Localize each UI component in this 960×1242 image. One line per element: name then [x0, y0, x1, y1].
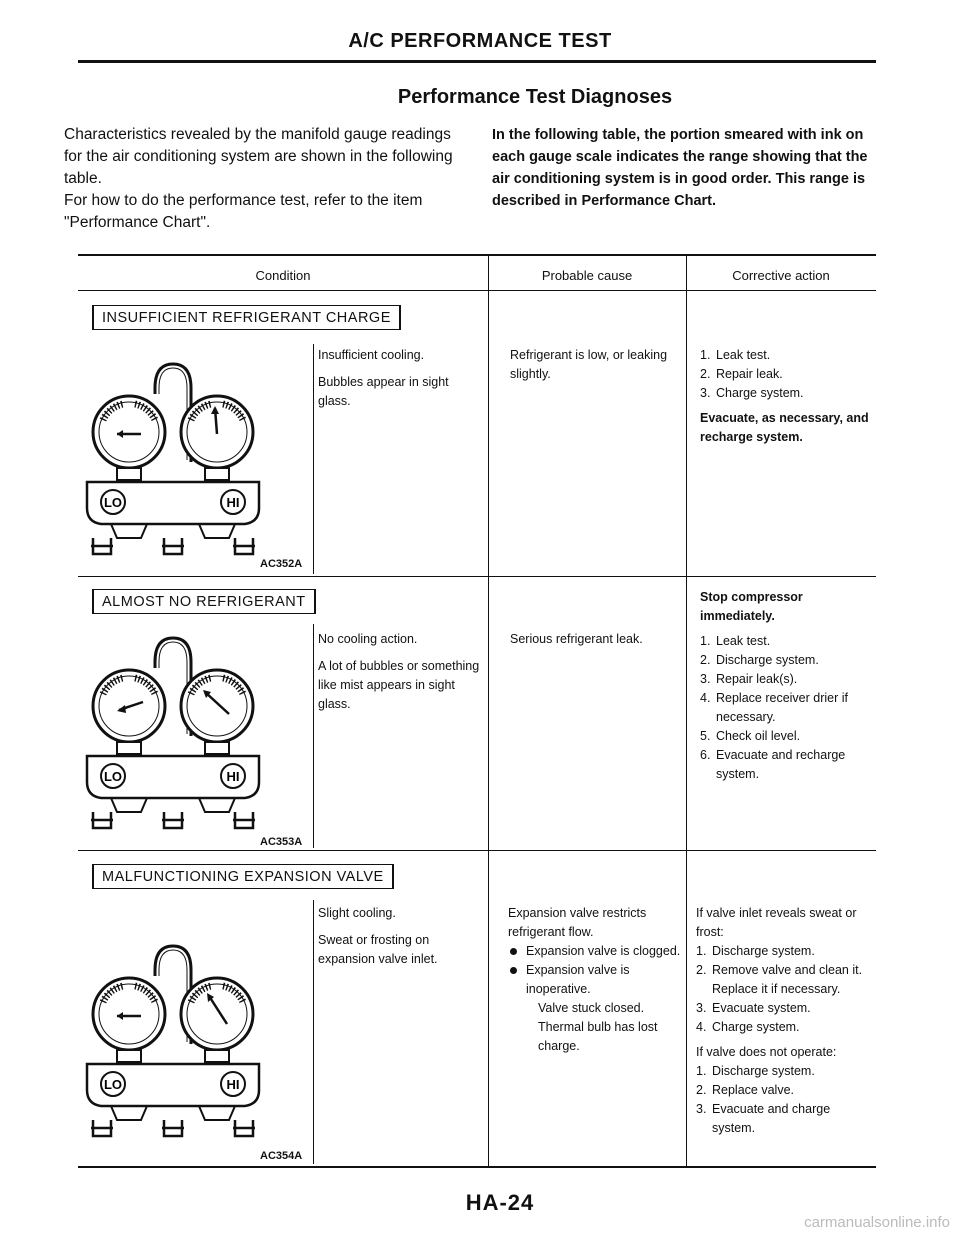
image-divider	[313, 344, 314, 574]
hi-label: HI	[226, 495, 240, 510]
condition-label: ALMOST NO REFRIGERANT	[92, 589, 316, 614]
lo-label: LO	[103, 769, 123, 784]
manifold-gauge-illustration	[78, 632, 268, 832]
condition-label: MALFUNCTIONING EXPANSION VALVE	[92, 864, 394, 889]
manifold-gauge-illustration	[78, 940, 268, 1140]
cause-text: Serious refrigerant leak.	[510, 632, 643, 646]
column-header-cause: Probable cause	[541, 268, 633, 283]
table-top-rule	[78, 254, 876, 256]
table-bottom-rule	[78, 1166, 876, 1168]
header-rule	[78, 60, 876, 63]
cause-text: Expansion valve restricts refrigerant flow. Expansion valve is clogged. Expansion valve is inoperative. Valve stuck closed. Thermal bulb has lost charge.	[508, 906, 681, 1053]
intro-paragraph: Characteristics revealed by the manifold gauge readings for the air conditioning system are shown in the following table.	[64, 126, 453, 187]
action-text: Stop compressor immediately. 1. Leak test. 2. Discharge system. 3. Repair leak(s). 4. Replace receiver drier if necessary. 5. Check oil level. 6. Evacuate and recharge system.	[700, 590, 848, 781]
column-divider	[686, 256, 687, 1166]
column-header-condition: Condition	[255, 268, 311, 283]
cause-text: Refrigerant is low, or leaking slightly.	[510, 348, 668, 381]
row-divider	[78, 576, 876, 577]
section-title: A/C PERFORMANCE TEST	[348, 30, 612, 52]
watermark: carmanualsonline.info	[804, 1214, 950, 1231]
image-divider	[313, 900, 314, 1164]
table-header-rule	[78, 290, 876, 291]
lo-label: LO	[103, 495, 123, 510]
image-divider	[313, 624, 314, 848]
action-text: 1. Leak test. 2. Repair leak. 3. Charge system. Evacuate, as necessary, and recharge system.	[700, 348, 869, 444]
symptom-text: Insufficient cooling. Bubbles appear in sight glass.	[318, 348, 449, 408]
figure-code: AC352A	[260, 558, 303, 570]
action-text: If valve inlet reveals sweat or frost: 1. Discharge system. 2. Remove valve and clean it. Replace it if necessary. 3. Evacuate system. 4. Charge system. If valve does not operate: 1. Discharge system. 2. Replace valve. 3. Evacuate and charge system.	[696, 906, 863, 1135]
symptom-text: No cooling action. A lot of bubbles or something like mist appears in sight glass.	[318, 632, 480, 711]
hi-label: HI	[226, 1077, 240, 1092]
condition-label: INSUFFICIENT REFRIGERANT CHARGE	[92, 305, 401, 330]
symptom-text: Slight cooling. Sweat or frosting on expansion valve inlet.	[318, 906, 438, 966]
page-number: HA-24	[465, 1190, 535, 1215]
intro-left	[64, 124, 464, 234]
column-divider	[488, 256, 489, 1166]
intro-right: In the following table, the portion smeared with ink on each gauge scale indicates the range showing that the air conditioning system is in good order. This range is described in Performance Chart.	[492, 127, 868, 209]
row-divider	[78, 850, 876, 851]
hi-label: HI	[226, 769, 240, 784]
figure-code: AC353A	[260, 836, 303, 848]
intro-paragraph: For how to do the performance test, refer to the item "Performance Chart".	[64, 192, 423, 231]
page-subtitle: Performance Test Diagnoses	[397, 86, 673, 108]
column-header-action: Corrective action	[732, 268, 830, 283]
manifold-gauge-illustration	[78, 358, 268, 558]
figure-code: AC354A	[260, 1150, 303, 1162]
lo-label: LO	[103, 1077, 123, 1092]
